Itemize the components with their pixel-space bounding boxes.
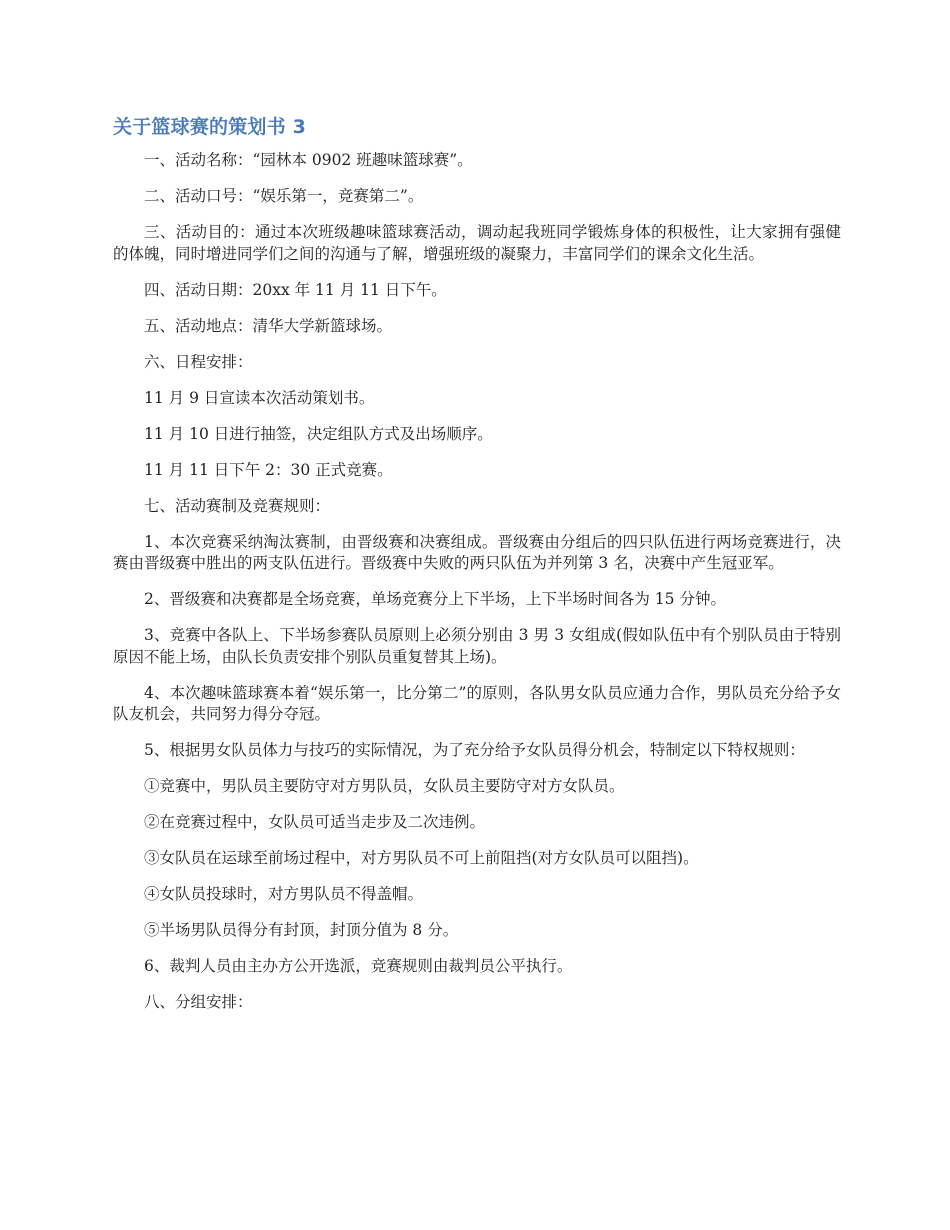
paragraph-rule: 3、竞赛中各队上、下半场参赛队员原则上必须分别由 3 男 3 女组成(假如队伍中有个别队员由于特别原因不能上场，由队长负责安排个别队员重复替其上场)。 xyxy=(113,626,841,666)
paragraph-rule: 2、晋级赛和决赛都是全场竞赛，单场竞赛分上下半场，上下半场时间各为 15 分钟。 xyxy=(144,590,726,608)
paragraph-privilege-rule: ③女队员在运球至前场过程中，对方男队员不可上前阻挡(对方女队员可以阻挡)。 xyxy=(144,849,699,867)
document-title: 关于篮球赛的策划书 3 xyxy=(113,116,307,138)
paragraph-activity-location: 五、活动地点：清华大学新篮球场。 xyxy=(144,316,393,335)
paragraph-rule: 4、本次趣味篮球赛本着“娱乐第一，比分第二”的原则，各队男女队员应通力合作，男队员充分给予女队友机会，共同努力得分夺冠。 xyxy=(113,683,841,723)
paragraph-schedule-item: 11 月 9 日宣读本次活动策划书。 xyxy=(144,388,375,407)
paragraph-activity-slogan: 二、活动口号：“娱乐第一，竞赛第二”。 xyxy=(144,187,424,205)
document-body xyxy=(113,114,841,1028)
paragraph-rules-heading: 七、活动赛制及竞赛规则： xyxy=(144,496,331,515)
paragraph-activity-purpose: 三、活动目的：通过本次班级趣味篮球赛活动，调动起我班同学锻炼身体的积极性，让大家拥有强健的体魄，同时增进同学们之间的沟通与了解，增强班级的凝聚力，丰富同学们的课余文化生活。 xyxy=(113,223,841,263)
paragraph-rule: 6、裁判人员由主办方公开选派，竞赛规则由裁判员公平执行。 xyxy=(144,957,573,975)
paragraph-rule: 1、本次竞赛采纳淘汰赛制，由晋级赛和决赛组成。晋级赛由分组后的四只队伍进行两场竞赛进行，决赛由晋级赛中胜出的两支队伍进行。晋级赛中失败的两只队伍为并列第 3 名，决赛中产生冠亚军。 xyxy=(113,532,841,572)
paragraph-privilege-rule: ①竞赛中，男队员主要防守对方男队员，女队员主要防守对方女队员。 xyxy=(144,777,625,795)
paragraph-schedule-item: 11 月 10 日进行抽签，决定组队方式及出场顺序。 xyxy=(144,424,493,443)
paragraph-activity-date: 四、活动日期：20xx 年 11 月 11 日下午。 xyxy=(144,280,447,299)
paragraph-privilege-rule: ②在竞赛过程中，女队员可适当走步及二次违例。 xyxy=(144,813,486,831)
paragraph-grouping-heading: 八、分组安排： xyxy=(144,993,253,1011)
paragraph-activity-name: 一、活动名称：“园林本 0902 班趣味篮球赛”。 xyxy=(144,151,473,169)
paragraph-privilege-rule: ④女队员投球时，对方男队员不得盖帽。 xyxy=(144,885,424,903)
paragraph-schedule-heading: 六、日程安排： xyxy=(144,352,253,371)
paragraph-rule: 5、根据男女队员体力与技巧的实际情况，为了充分给予女队员得分机会，特制定以下特权规则： xyxy=(144,741,805,759)
paragraph-privilege-rule: ⑤半场男队员得分有封顶，封顶分值为 8 分。 xyxy=(144,921,459,939)
paragraph-schedule-item: 11 月 11 日下午 2：30 正式竞赛。 xyxy=(144,460,393,479)
